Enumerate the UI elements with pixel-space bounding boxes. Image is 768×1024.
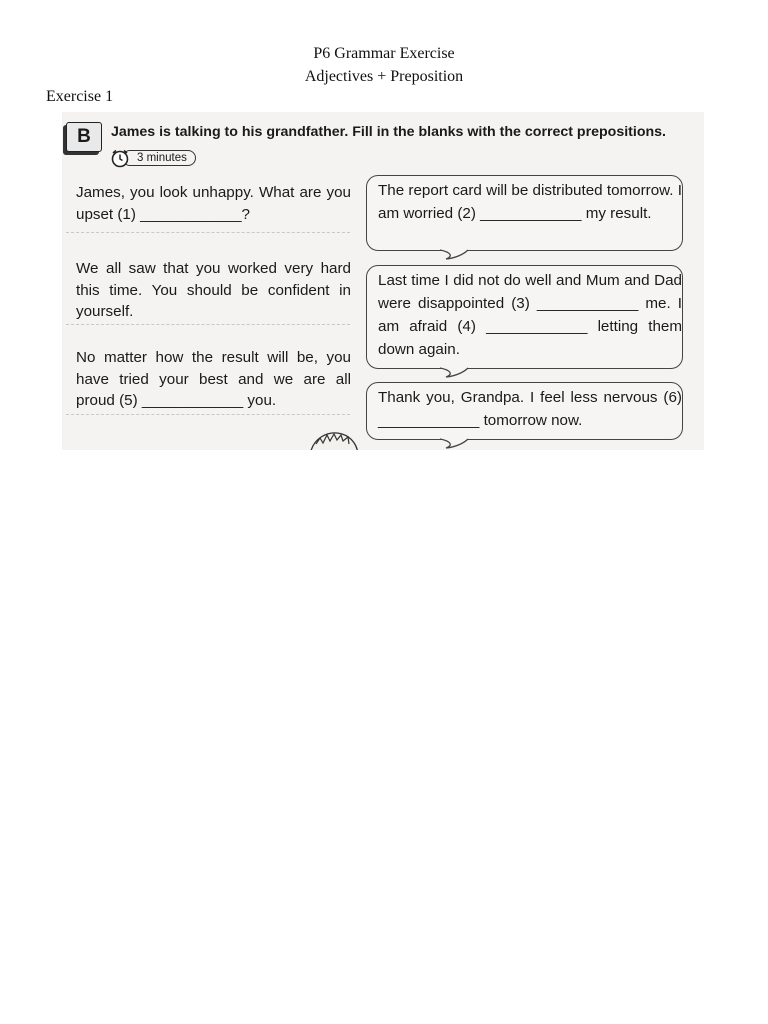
divider [66,324,350,325]
james-line-2: Last time I did not do well and Mum and Dad were disappointed (3) ____________ me. I am afraid (4) ____________ letting them down again. [378,272,682,358]
cartoon-head-illustration [306,426,366,450]
timer-label: 3 minutes [122,150,196,166]
alarm-clock-icon [110,148,130,168]
grandpa-line-1: James, you look unhappy. What are you upset (1) ____________? [76,184,351,223]
grandpa-line-2: We all saw that you worked very hard this time. You should be confident in yourself. [76,260,351,320]
page-subtitle: Adjectives + Preposition [304,68,464,85]
speech-bubble-1 [366,175,683,251]
bubble-tail [440,431,480,449]
instruction-text: James is talking to his grandfather. Fill in the blanks with the correct prepositions. [111,124,667,140]
exercise-label: Exercise 1 [46,88,114,105]
section-badge: B [66,122,102,152]
worksheet-scan [62,112,704,450]
divider [66,414,350,415]
bubble-tail [440,242,480,260]
speech-bubble-2 [366,265,683,369]
james-line-1: The report card will be distributed tomorrow. I am worried (2) ____________ my result. [378,182,682,222]
divider [66,232,350,233]
page-title: P6 Grammar Exercise [313,45,455,62]
speech-bubble-3 [366,382,683,440]
grandpa-line-3: No matter how the result will be, you have tried your best and we are all proud (5) ____________ you. [76,349,351,409]
james-line-3: Thank you, Grandpa. I feel less nervous (6) ____________ tomorrow now. [378,389,682,429]
bubble-tail [440,360,480,378]
timer [110,148,196,168]
